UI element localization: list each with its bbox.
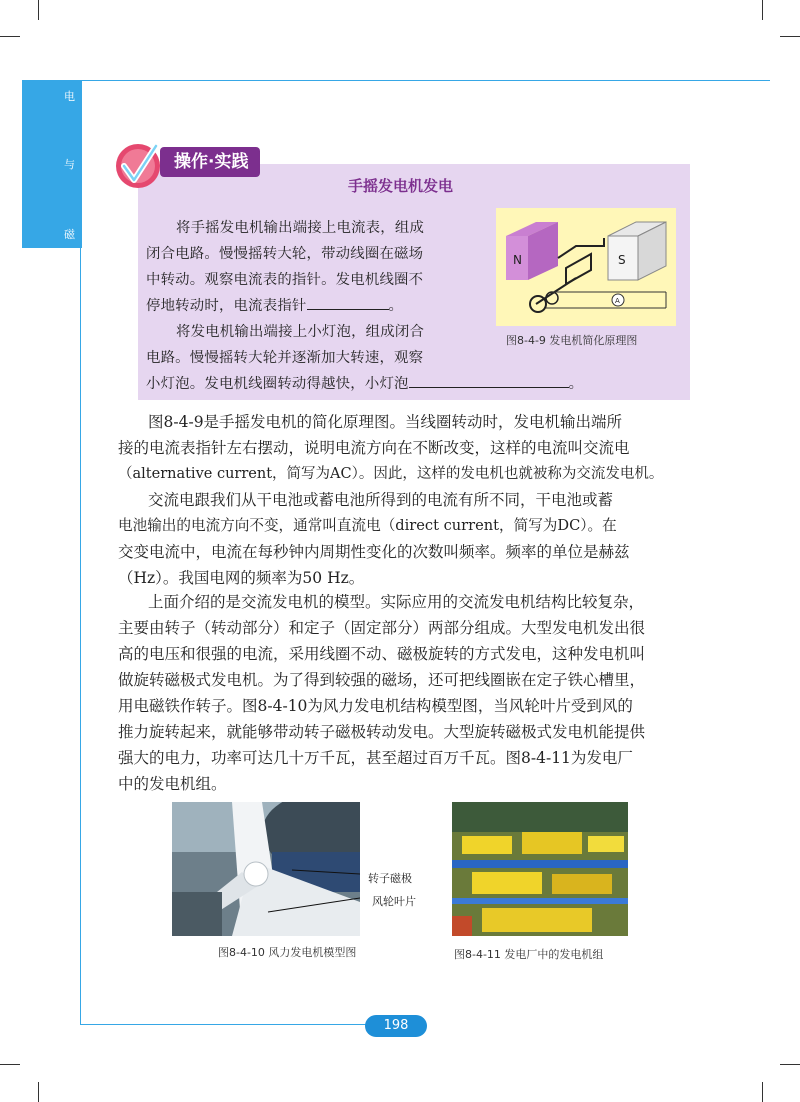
- paragraph-line: 主要由转子（转动部分）和定子（固定部分）两部分组成。大型发电机发出很: [118, 619, 646, 637]
- n-pole-label: N: [513, 253, 522, 267]
- activity-box: [138, 164, 690, 400]
- side-tab-char: 电: [64, 90, 75, 103]
- crop-mark: [762, 0, 763, 20]
- generator-diagram: [496, 208, 676, 326]
- paragraph-line: 电池输出的电流方向不变，通常叫直流电（direct current，简写为DC）。在: [118, 517, 617, 534]
- paragraph-line: 交流电跟我们从干电池或蓄电池所得到的电流有所不同，干电池或蓄: [148, 491, 614, 509]
- side-tab-char: 与: [64, 158, 75, 171]
- blade-label: 风轮叶片: [372, 895, 416, 908]
- paragraph-line: 交变电流中，电流在每秒钟内周期性变化的次数叫频率。频率的单位是赫兹: [118, 543, 630, 561]
- paragraph-line: 上面介绍的是交流发电机的模型。实际应用的交流发电机结构比较复杂，: [148, 593, 645, 611]
- figure-caption: 图8-4-11 发电厂中的发电机组: [454, 948, 604, 961]
- rotor-label: 转子磁极: [368, 872, 412, 885]
- chapter-side-tab: [22, 80, 82, 248]
- activity-title: 手摇发电机发电: [348, 177, 454, 195]
- paragraph-line: （Hz）。我国电网的频率为50 Hz。: [118, 569, 365, 587]
- paragraph-line: 高的电压和很强的电流，采用线圈不动、磁极旋转的方式发电，这种发电机叫: [118, 645, 646, 663]
- activity-line: 闭合电路。慢慢摇转大轮，带动线圈在磁场: [146, 246, 424, 262]
- activity-line: 将手摇发电机输出端接上电流表，组成: [176, 220, 425, 236]
- activity-line: 中转动。观察电流表的指针。发电机线圈不: [146, 272, 424, 288]
- line-end: 。: [568, 376, 584, 392]
- paragraph-line: 中的发电机组。: [118, 775, 227, 793]
- answer-blank[interactable]: [307, 295, 389, 310]
- ammeter-label: A: [615, 297, 620, 305]
- crop-mark: [762, 1082, 763, 1102]
- activity-line-blank: [146, 294, 403, 315]
- footer-rule: [80, 1024, 410, 1025]
- line-end: 。: [388, 298, 404, 314]
- activity-line: 小灯泡。发电机线圈转动得越快，小灯泡: [146, 376, 409, 392]
- crop-mark: [780, 36, 800, 37]
- paragraph-line: 推力旋转起来，就能够带动转子磁极转动发电。大型旋转磁极式发电机能提供: [118, 723, 646, 741]
- crop-mark: [38, 0, 39, 20]
- paragraph-line: 接的电流表指针左右摆动，说明电流方向在不断改变，这样的电流叫交流电: [118, 439, 630, 457]
- page-number: 198: [365, 1015, 427, 1037]
- side-tab-char: 磁: [64, 228, 75, 241]
- activity-line: 将发电机输出端接上小灯泡，组成闭合: [176, 324, 425, 340]
- paragraph-line: 图8-4-9是手摇发电机的简化原理图。当线圈转动时，发电机输出端所: [148, 413, 623, 431]
- header-rule: [22, 80, 770, 81]
- activity-line: 电路。慢慢摇转大轮并逐渐加大转速，观察: [146, 350, 424, 366]
- crop-mark: [0, 36, 20, 37]
- wind-turbine-photo: [172, 802, 360, 936]
- crop-mark: [38, 1082, 39, 1102]
- crop-mark: [0, 1064, 20, 1065]
- figure-caption: 图8-4-10 风力发电机模型图: [218, 946, 357, 959]
- activity-line-blank: [146, 372, 583, 393]
- power-plant-photo: [452, 802, 628, 936]
- paragraph-line: （alternative current，简写为AC）。因此，这样的发电机也就被称为交流发电机。: [118, 466, 664, 482]
- activity-badge: 操作·实践: [160, 147, 260, 177]
- paragraph-line: 强大的电力，功率可达几十万千瓦，甚至超过百万千瓦。图8-4-11为发电厂: [118, 749, 633, 767]
- figure-caption: 图8-4-9 发电机简化原理图: [506, 334, 638, 347]
- crop-mark: [780, 1064, 800, 1065]
- s-pole-label: S: [618, 253, 626, 267]
- paragraph-line: 做旋转磁极式发电机。为了得到较强的磁场，还可把线圈嵌在定子铁心槽里，: [118, 671, 646, 689]
- answer-blank[interactable]: [409, 373, 569, 388]
- activity-line: 停地转动时，电流表指针: [146, 298, 307, 314]
- paragraph-line: 用电磁铁作转子。图8-4-10为风力发电机结构模型图，当风轮叶片受到风的: [118, 697, 633, 715]
